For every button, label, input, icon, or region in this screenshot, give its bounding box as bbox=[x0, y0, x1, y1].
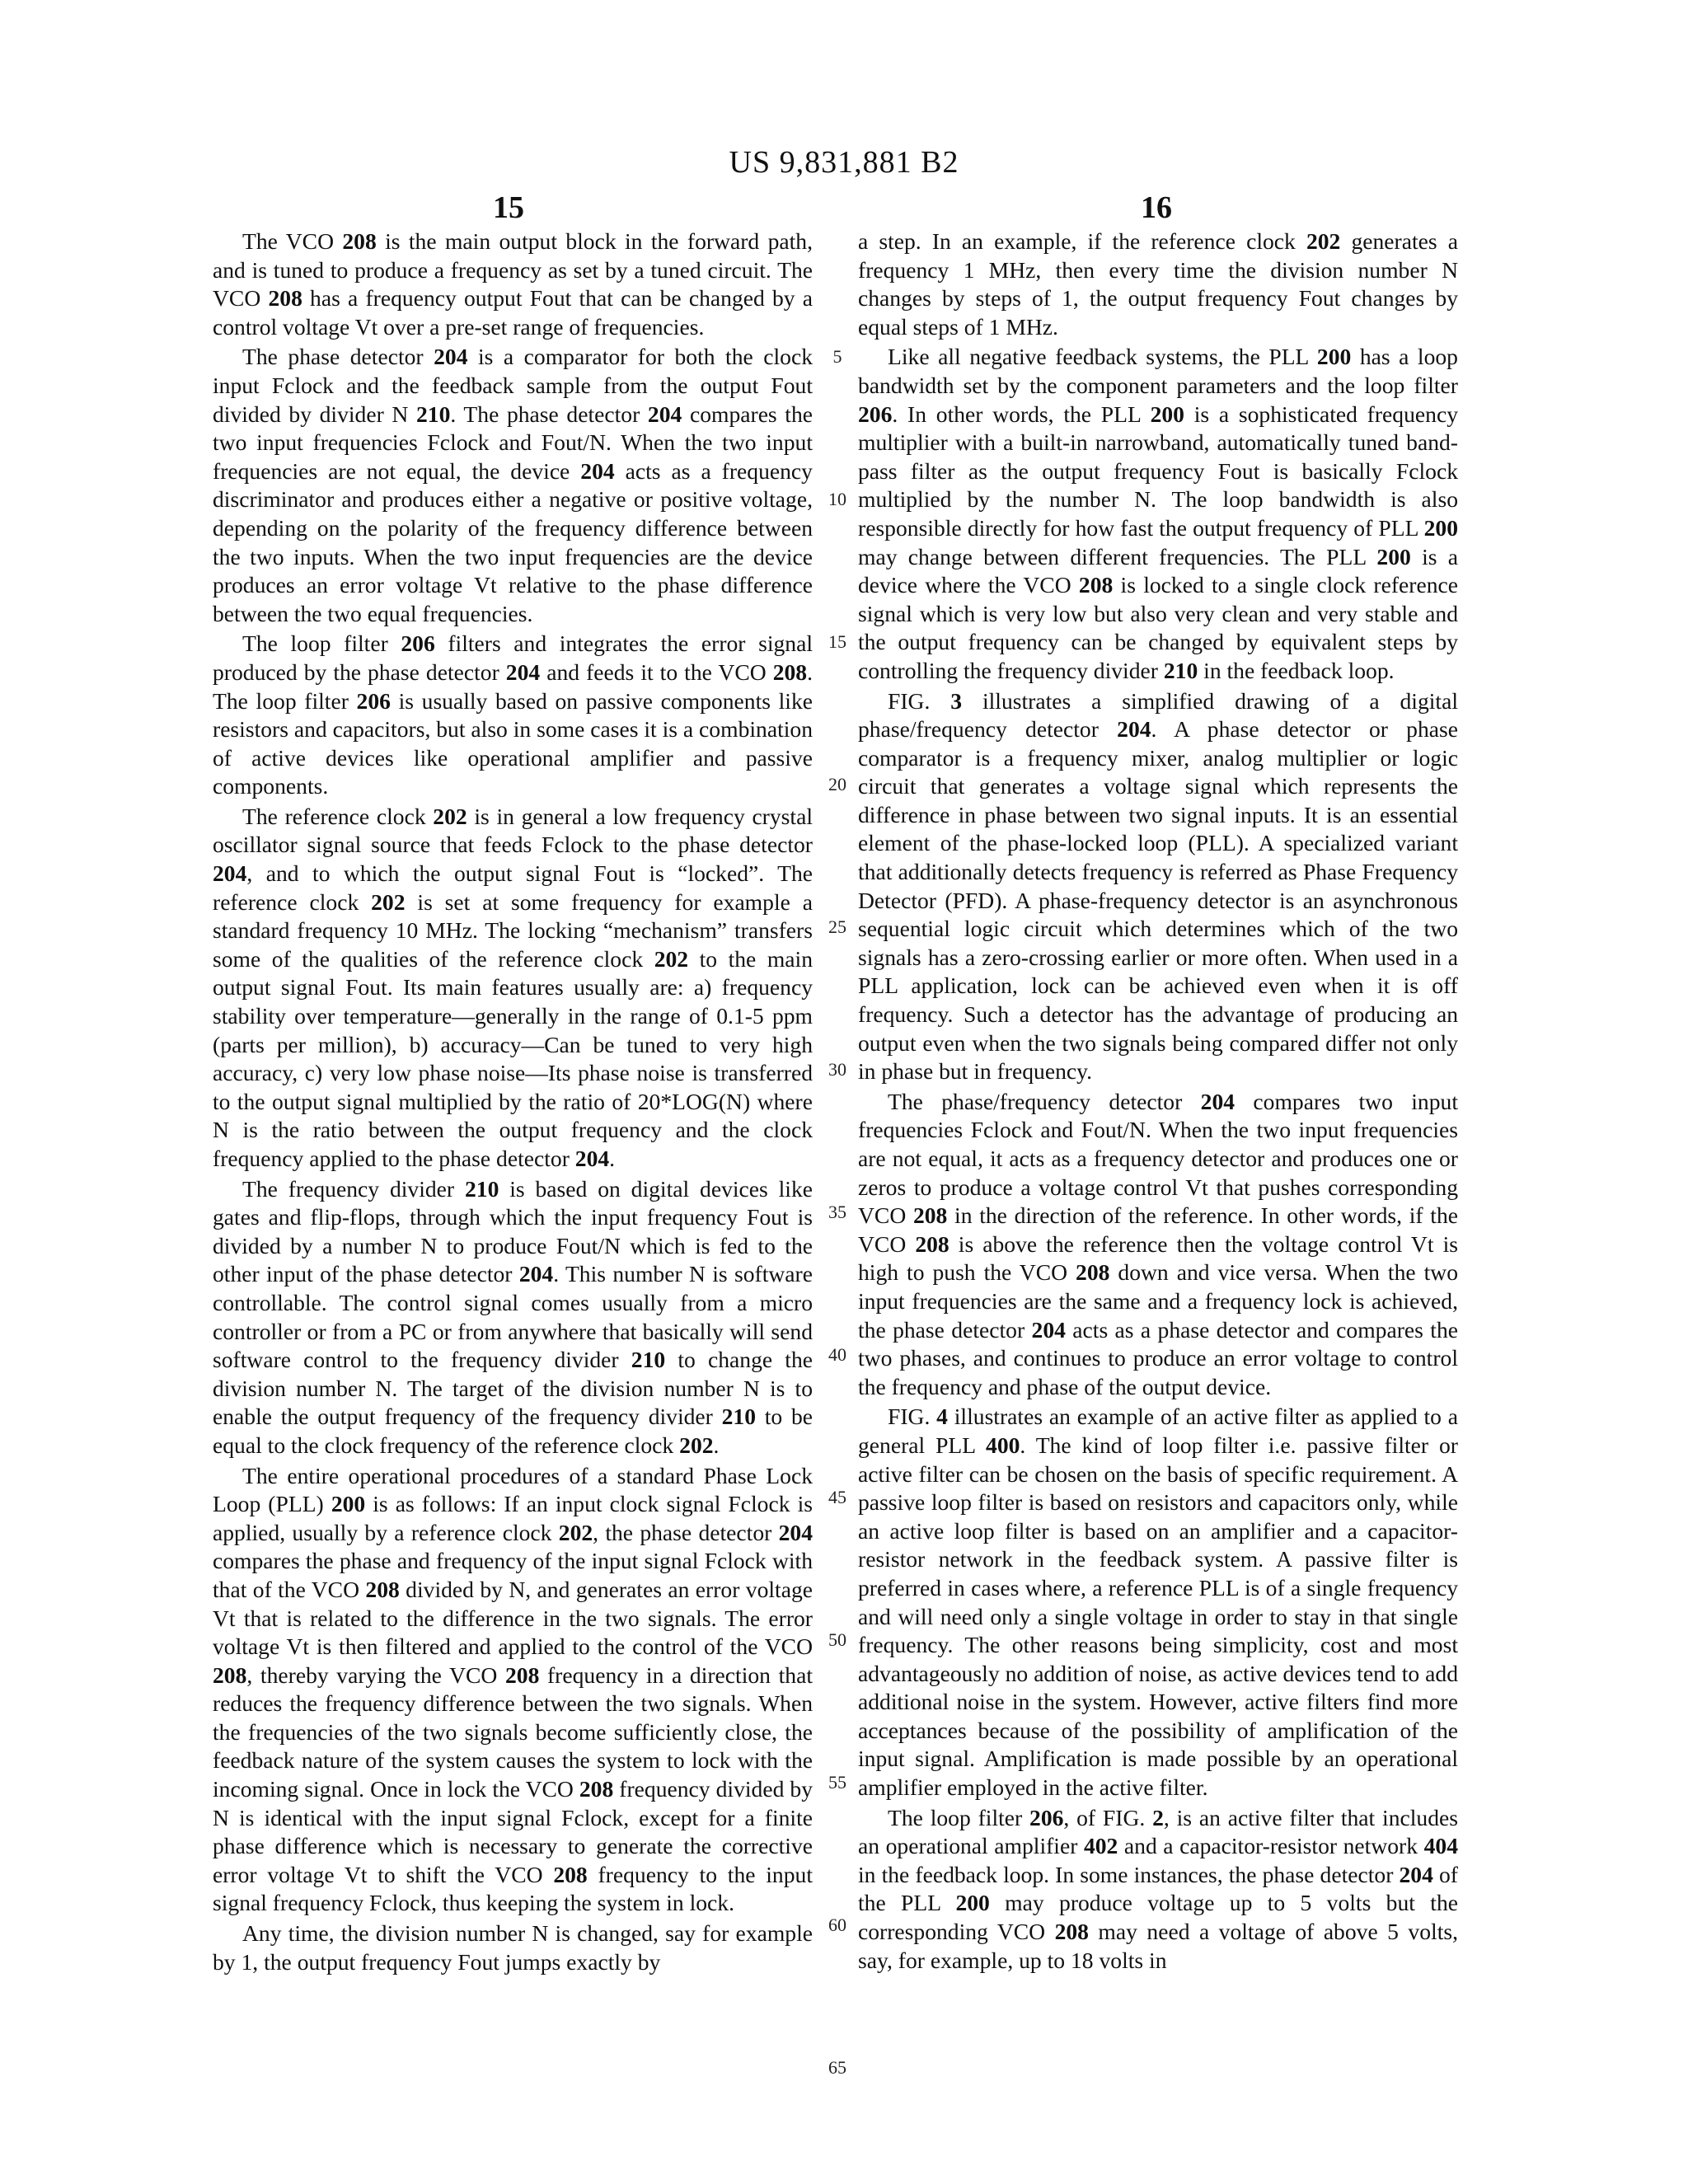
reference-numeral: 204 bbox=[1200, 1088, 1236, 1114]
paragraph: The VCO 208 is the main output block in the forward path, and is tuned to produce a frequency as set by a tuned circuit. The VCO 208 has a frequency output Fout that can be changed by a control voltage Vt over a pre-set range of frequencies. bbox=[213, 228, 813, 340]
reference-numeral: 2 bbox=[1152, 1804, 1164, 1830]
reference-numeral: 204 bbox=[580, 457, 615, 484]
reference-numeral: 204 bbox=[1031, 1316, 1066, 1343]
reference-numeral: 210 bbox=[416, 401, 451, 427]
reference-numeral: 204 bbox=[505, 658, 541, 685]
paragraph: FIG. 4 illustrates an example of an active filter as applied to a general PLL 400. The kind of loop filter i.e. passive filter or active filter can be chosen on the basis of specific requirement. A passive loop filter is based on resistors and capacitors only, while an active loop filter is based on an amplifier and a capacitor-resistor network in the feedback system. A passive filter is preferred in cases where, a reference PLL is of a single frequency and will need only a single voltage in order to stay in that single frequency. The other reasons being simplicity, cost and most advantageously no addition of noise, as active devices tend to add additional noise in the system. However, active filters find more acceptances because of the possibility of amplification of the input signal. Amplification is made possible by an operational amplifier employed in the active filter. bbox=[858, 1404, 1459, 1801]
reference-numeral: 208 bbox=[915, 1230, 950, 1257]
line-number: 10 bbox=[828, 489, 846, 510]
reference-numeral: 200 bbox=[1376, 543, 1411, 569]
line-number: 30 bbox=[828, 1059, 846, 1080]
reference-numeral: 206 bbox=[858, 401, 893, 427]
reference-numeral: 208 bbox=[213, 1661, 247, 1688]
line-number: 35 bbox=[828, 1202, 846, 1223]
left-column-number: 15 bbox=[493, 190, 524, 225]
reference-numeral: 202 bbox=[558, 1519, 593, 1545]
paragraph: The reference clock 202 is in general a low frequency crystal oscillator signal source that feeds Fclock to the phase detector 204, and to which the output signal Fout is “locked”. The reference clock 202 is set at some frequency for example a standard frequency 10 MHz. The locking “mechanism” transfers some of the qualities of the reference clock 202 to the main output signal Fout. Its main features usually are: a) frequency stability over temperature—generally in the range of 0.1-5 ppm (parts per million), b) accuracy—Can be tuned to very high accuracy, c) very low phase noise—Its phase noise is transferred to the output signal multiplied by the ratio of 20*LOG(N) where N is the ratio between the output frequency and the clock frequency applied to the phase detector 204. bbox=[213, 803, 813, 1171]
reference-numeral: 206 bbox=[401, 630, 435, 657]
paragraph: The phase detector 204 is a comparator for both the clock input Fclock and the feedback sample from the output Fout divided by divider N 210. The phase detector 204 compares the two input frequencies Fclock and Fout/N. When the two input frequencies are not equal, the device 204 acts as a frequency discriminator and produces either a negative or positive voltage, depending on the polarity of the frequency difference between the two inputs. When the two input frequencies are the device produces an error voltage Vt relative to the phase difference between the two equal frequencies. bbox=[213, 344, 814, 626]
patent-number: US 9,831,881 B2 bbox=[729, 145, 959, 180]
right-column-number: 16 bbox=[1141, 190, 1172, 225]
reference-numeral: 210 bbox=[631, 1347, 666, 1373]
paragraph: The loop filter 206, of FIG. 2, is an active filter that includes an operational amplifier 402 and a capacitor-resistor network 404 in the feedback loop. In some instances, the phase detector 204 of the PLL 200 may produce voltage up to 5 volts but the corresponding VCO 208 may need a voltage of above 5 volts, say, for example, up to 18 volts in bbox=[858, 1804, 1458, 1973]
reference-numeral: 208 bbox=[268, 285, 302, 312]
line-number: 60 bbox=[828, 1915, 846, 1936]
paragraph: Any time, the division number N is changed, say for example by 1, the output frequency Fout jumps exactly by bbox=[213, 1920, 813, 1975]
reference-numeral: 208 bbox=[342, 228, 377, 254]
reference-numeral: 202 bbox=[679, 1432, 714, 1458]
reference-numeral: 400 bbox=[986, 1432, 1020, 1458]
paragraph: The phase/frequency detector 204 compares two input frequencies Fclock and Fout/N. When the two input frequencies are not equal, it acts as a frequency detector and produces one or zeros to produce a voltage control Vt that pushes corresponding VCO 208 in the direction of the reference. In other words, if the VCO 208 is above the reference then the voltage control Vt is high to push the VCO 208 down and vice versa. When the two input frequencies are the same and a frequency lock is achieved, the phase detector 204 acts as a phase detector and compares the two phases, and continues to produce an error voltage to control the frequency and phase of the output device. bbox=[858, 1088, 1458, 1399]
line-number: 15 bbox=[828, 631, 846, 653]
reference-numeral: 204 bbox=[434, 344, 468, 370]
reference-numeral: 204 bbox=[574, 1146, 610, 1171]
reference-numeral: 208 bbox=[553, 1861, 588, 1887]
line-number: 45 bbox=[828, 1487, 846, 1508]
left-text-column bbox=[213, 227, 813, 1978]
line-number: 5 bbox=[832, 346, 842, 368]
reference-numeral: 210 bbox=[464, 1175, 499, 1202]
reference-numeral: 202 bbox=[1306, 228, 1341, 254]
line-number: 25 bbox=[828, 916, 846, 938]
paragraph: a step. In an example, if the reference clock 202 generates a frequency 1 MHz, then every time the division number N changes by steps of 1, the output frequency Fout changes by equal steps of 1 MHz. bbox=[858, 228, 1458, 340]
reference-numeral: 200 bbox=[1423, 514, 1458, 541]
reference-numeral: 200 bbox=[955, 1890, 990, 1916]
reference-numeral: 202 bbox=[371, 888, 406, 915]
line-number: 20 bbox=[828, 774, 846, 795]
reference-numeral: 204 bbox=[1399, 1861, 1433, 1887]
reference-numeral: 202 bbox=[654, 945, 689, 972]
reference-numeral: 208 bbox=[1078, 572, 1114, 598]
reference-numeral: 208 bbox=[1054, 1919, 1089, 1945]
right-text-column bbox=[858, 227, 1458, 1976]
line-number: 50 bbox=[828, 1629, 846, 1651]
reference-numeral: 208 bbox=[504, 1661, 540, 1688]
reference-numeral: 402 bbox=[1083, 1833, 1118, 1859]
reference-numeral: 204 bbox=[213, 860, 247, 887]
reference-numeral: 208 bbox=[772, 658, 808, 685]
line-number: 40 bbox=[828, 1344, 846, 1366]
line-number: 65 bbox=[828, 2057, 846, 2079]
paragraph: The loop filter 206 filters and integrates the error signal produced by the phase detector 204 and feeds it to the VCO 208. The loop filter 206 is usually based on passive components like resistors and capacitors, but also in some cases it is a combination of active devices like operational amplifier and passive components. bbox=[213, 630, 814, 799]
reference-numeral: 204 bbox=[778, 1519, 813, 1545]
reference-numeral: 208 bbox=[912, 1202, 948, 1229]
reference-numeral: 206 bbox=[1029, 1804, 1064, 1830]
reference-numeral: 202 bbox=[433, 803, 467, 829]
reference-numeral: 210 bbox=[1163, 657, 1198, 683]
reference-numeral: 204 bbox=[647, 401, 682, 427]
reference-numeral: 3 bbox=[950, 687, 963, 714]
reference-numeral: 404 bbox=[1423, 1833, 1458, 1859]
line-number: 55 bbox=[828, 1772, 846, 1793]
paragraph: The entire operational procedures of a standard Phase Lock Loop (PLL) 200 is as follows: If an input clock signal Fclock is applied, usually by a reference clock 202, the phase detector 204 compares the phase and frequency of the input signal Fclock with that of the VCO 208 divided by N, and generates an error voltage Vt that is related to the difference in the two signals. The error voltage Vt is then filtered and applied to the control of the VCO 208, thereby varying the VCO 208 frequency in a direction that reduces the frequency difference between the two signals. When the frequencies of the two signals become sufficiently close, the feedback nature of the system causes the system to lock with the incoming signal. Once in lock the VCO 208 frequency divided by N is identical with the input signal Fclock, except for a finite phase difference which is necessary to generate the corrective error voltage Vt to shift the VCO 208 frequency to the input signal frequency Fclock, thus keeping the system in lock. bbox=[213, 1462, 813, 1916]
reference-numeral: 200 bbox=[1316, 344, 1352, 370]
paragraph: Like all negative feedback systems, the PLL 200 has a loop bandwidth set by the component parameters and the loop filter 206. In other words, the PLL 200 is a sophisticated frequency multiplier with a built-in narrowband, automatically tuned band-pass filter as the output frequency Fout is basically Fclock multiplied by the number N. The loop bandwidth is also responsible directly for how fast the output frequency of PLL 200 may change between different frequencies. The PLL 200 is a device where the VCO 208 is locked to a single clock reference signal which is very low but also very clean and very stable and the output frequency can be changed by equivalent steps by controlling the frequency divider 210 in the feedback loop. bbox=[858, 344, 1458, 683]
reference-numeral: 208 bbox=[365, 1576, 400, 1602]
reference-numeral: 200 bbox=[1150, 401, 1184, 427]
reference-numeral: 208 bbox=[1076, 1259, 1110, 1286]
paragraph: FIG. 3 illustrates a simplified drawing of a digital phase/frequency detector 204. A phase detector or phase comparator is a frequency mixer, analog multiplier or logic circuit that generates a voltage signal which represents the difference in phase between two signal inputs. It is an essential element of the phase-locked loop (PLL). A specialized variant that additionally detects frequency is referred as Phase Frequency Detector (PFD). A phase-frequency detector is an asynchronous sequential logic circuit which determines which of the two signals has a zero-crossing earlier or more often. When used in a PLL application, lock can be achieved even when it is off frequency. Such a detector has the advantage of producing an output even when the two signals being compared differ not only in phase but in frequency. bbox=[858, 687, 1458, 1085]
reference-numeral: 204 bbox=[1117, 716, 1151, 743]
reference-numeral: 4 bbox=[936, 1404, 948, 1430]
reference-numeral: 200 bbox=[331, 1491, 366, 1517]
reference-numeral: 208 bbox=[579, 1776, 614, 1802]
reference-numeral: 206 bbox=[356, 687, 391, 714]
reference-numeral: 204 bbox=[518, 1261, 554, 1287]
reference-numeral: 210 bbox=[721, 1404, 756, 1430]
paragraph: The frequency divider 210 is based on digital devices like gates and flip-flops, through which the input frequency Fout is divided by a number N to produce Fout/N which is fed to the other input of the phase detector 204. This number N is software controllable. The control signal comes usually from a micro controller or from a PC or from anywhere that basically will send software control to the frequency divider 210 to change the division number N. The target of the division number N is to enable the output frequency of the frequency divider 210 to be equal to the clock frequency of the reference clock 202. bbox=[213, 1175, 814, 1458]
